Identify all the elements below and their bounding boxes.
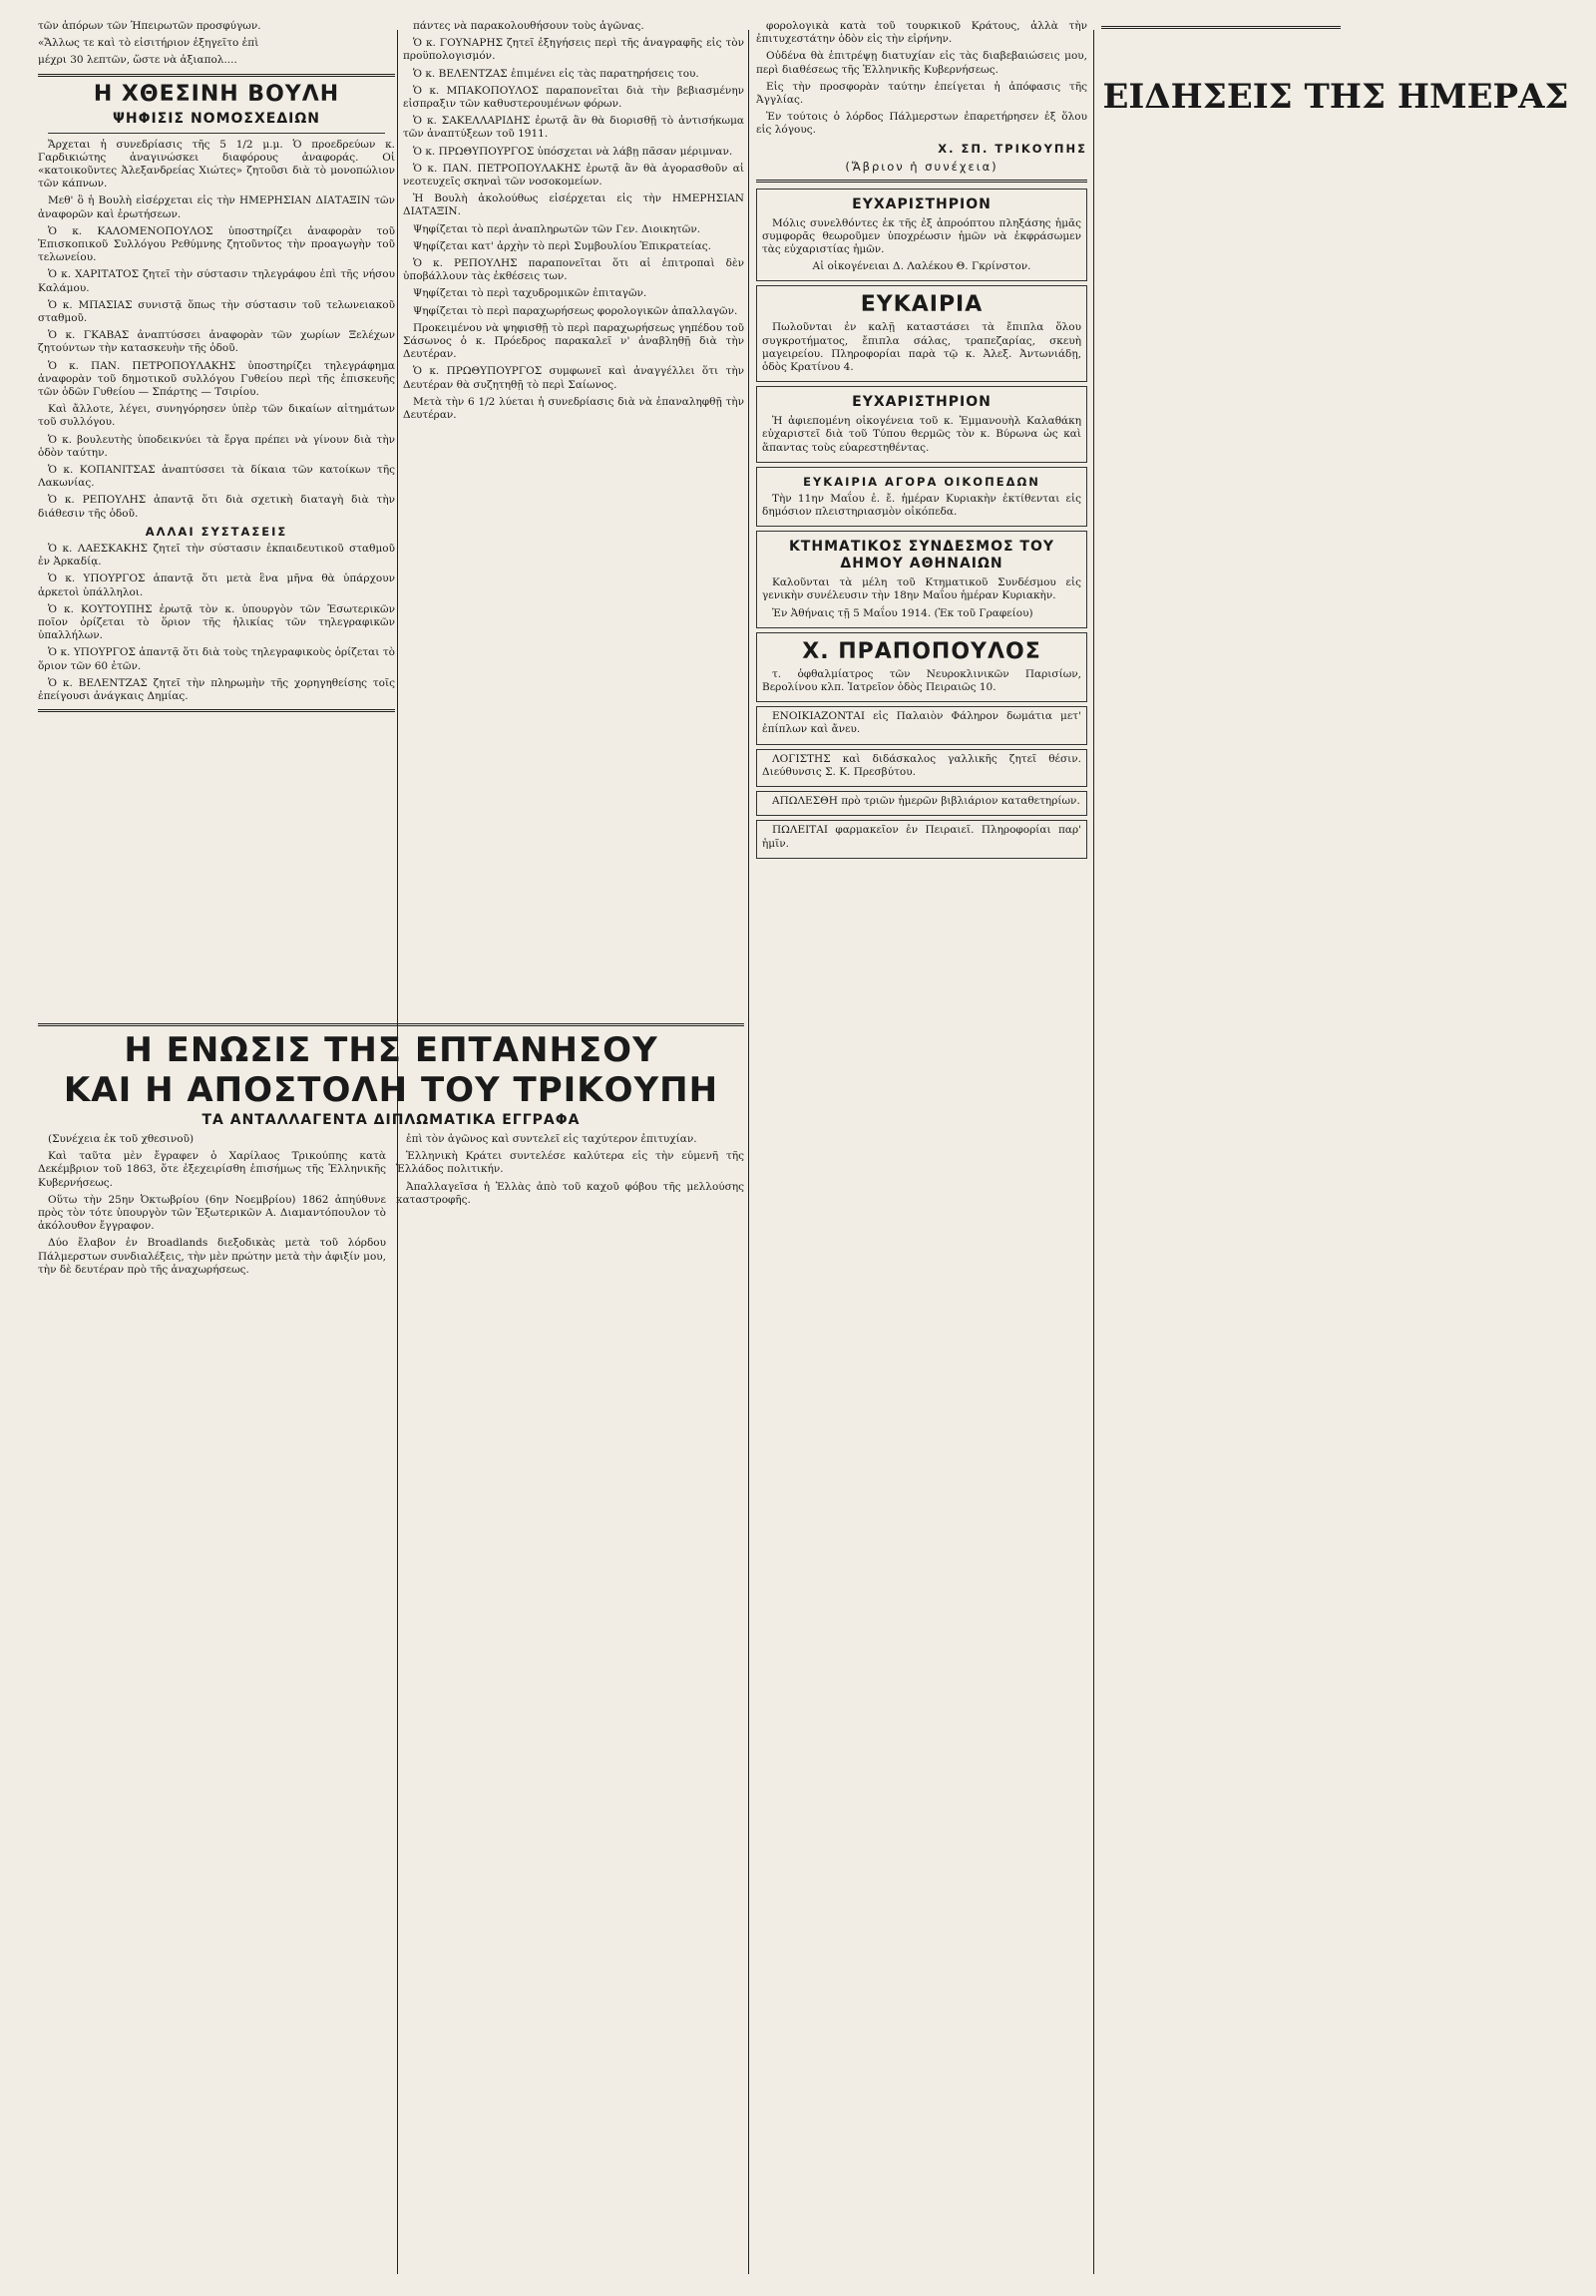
section-allai: ΑΛΛΑΙ ΣΥΣΤΑΣΕΙΣ xyxy=(145,524,288,539)
paragraph: Ὁ κ. ΓΟΥΝΑΡΗΣ ζητεῖ ἐξηγήσεις περὶ τῆς ἀναγραφῆς εἰς τὸν προϋπολογισμόν. xyxy=(403,37,744,63)
paragraph: Ὁ κ. βουλευτὴς ὑποδεικνύει τὰ ἔργα πρέπει νὰ γίνουν διὰ τὴν ὁδὸν ταύτην. xyxy=(38,433,395,459)
top-strip xyxy=(38,20,395,68)
ad-title: ΕΥΧΑΡΙΣΤΗΡΙΟΝ xyxy=(852,195,992,212)
column-3 xyxy=(756,20,1087,2284)
masthead: ΕΙΔΗΣΕΙΣ ΤΗΣ ΗΜΕΡΑΣ xyxy=(1102,77,1569,117)
paragraph: Ὁ κ. ΚΑΛΟΜΕΝΟΠΟΥΛΟΣ ὑποστηρίζει ἀναφορὰν τοῦ Ἐπισκοπικοῦ Συλλόγου Ρεθύμνης ζητοῦντος τὴν προαγωγὴν τοῦ τελωνείου. xyxy=(38,224,395,264)
paragraph: Ὁ κ. ΣΑΚΕΛΛΑΡΙΔΗΣ ἐρωτᾷ ἂν θὰ διορισθῇ τὸ ἀντισήκωμα τῶν ἀναπτύξεων τοῦ 1911. xyxy=(403,115,744,141)
column-rule xyxy=(748,30,749,2274)
news-block xyxy=(1101,20,1341,35)
news-section xyxy=(1101,77,1570,117)
paragraph: Ὁ κ. ΥΠΟΥΡΓΟΣ ἀπαντᾷ ὅτι διὰ τοὺς τηλεγραφικοὺς ὁρίζεται τὸ ὅριον τῶν 60 ἐτῶν. xyxy=(38,646,395,672)
ad-body: τ. ὀφθαλμίατρος τῶν Νευροκλινικῶν Παρισίων, Βερολίνου κλπ. Ἰατρεῖον ὁδὸς Πειραιῶς 10. xyxy=(762,667,1081,694)
paragraph: Ὁ κ. ΡΕΠΟΥΛΗΣ ἀπαντᾷ ὅτι διὰ σχετικὴ διαταγὴ διὰ τὴν διάθεσιν τῆς ὁδοῦ. xyxy=(38,494,395,520)
ad-body: Ἡ ἀφιεπομένη οἰκογένεια τοῦ κ. Ἐμμανουὴλ Καλαθάκη εὐχαριστεῖ διὰ τοῦ Τύπου θερμῶς τὸν κ. Βύρωνα ὡς καὶ ἅπαντας τοὺς εὐαρεστηθέντας. xyxy=(762,415,1081,454)
paragraph: Ὁ κ. ΚΟΥΤΟΥΠΗΣ ἐρωτᾷ τὸν κ. ὑπουργὸν τῶν Ἐσωτερικῶν ποῖον ὁρίζεται τὸ ὅριον τῆς ἡλικίας τῶν τηλεγραφικῶν ὑπαλλήλων. xyxy=(38,602,395,642)
subhead-engrafa: ΤΑ ΑΝΤΑΛΛΑΓΕΝΤΑ ΔΙΠΛΩΜΑΤΙΚΑ ΕΓΓΡΑΦΑ xyxy=(201,1112,581,1128)
paragraph: Ὁ κ. ΜΠΑΚΟΠΟΥΛΟΣ παραπονεῖται διὰ τὴν βεβιασμένην εἰσπραξιν τῶν καθυστερουμένων φόρων. xyxy=(403,84,744,111)
enosis-columns xyxy=(38,1133,744,1281)
enosis-col-b xyxy=(396,1133,744,1281)
headline-vouli: Η ΧΘΕΣΙΝΗ ΒΟΥΛΗ xyxy=(93,81,340,107)
ad-eucharistirion-2 xyxy=(756,386,1087,463)
paragraph: Ἡ Βουλὴ ἀκολούθως εἰσέρχεται εἰς τὴν ΗΜΕΡΗΣΙΑΝ ΔΙΑΤΑΞΙΝ. xyxy=(403,192,744,218)
enosis-col-a xyxy=(38,1133,386,1281)
paragraph: Ψηφίζεται κατ' ἀρχὴν τὸ περὶ Συμβουλίου Ἐπικρατείας. xyxy=(413,239,711,252)
paragraph: φορολογικὰ κατὰ τοῦ τουρκικοῦ Κράτους, ἀλλὰ τὴν ἐπιτυχεστάτην ὁδὸν εἰς τὴν εἰρήνην. xyxy=(756,20,1087,46)
article-allai xyxy=(38,543,395,703)
strip-line: μέχρι 30 λεπτῶν, ὥστε νὰ ἀξιαπολ.... xyxy=(38,54,237,67)
ad-body: Τὴν 11ην Μαΐου ἐ. ἔ. ἡμέραν Κυριακὴν ἐκτίθενται εἰς δημόσιον πλειστηριασμὸν οἰκόπεδα. xyxy=(762,492,1081,519)
paragraph: πάντες νὰ παρακολουθήσουν τοὺς ἀγῶνας. xyxy=(413,20,644,32)
ad-body: Πωλοῦνται ἐν καλῇ καταστάσει τὰ ἔπιπλα ὅλου συγκροτήματος, ἔπιπλα σάλας, τραπεζαρίας, σκευὴ μαγειρείου. Πληροφορίαι παρὰ τῷ κ. Ἀλεξ. Ἀντωνιάδῃ, ὁδὸς Κρατίνου 4. xyxy=(762,321,1081,374)
ad-sign: Ἐν Ἀθήναις τῇ 5 Μαΐου 1914. (Ἐκ τοῦ Γραφείου) xyxy=(772,606,1033,619)
paragraph: Ἄρχεται ἡ συνεδρίασις τῆς 5 1/2 μ.μ. Ὁ προεδρεύων κ. Γαρδικιώτης ἀναγινώσκει διαφόρους ἀναφοράς. Οἱ «κατοικοῦντες Ἀλεξανδρείας Χιώτες» ζητοῦσι διὰ τὸ μονοπώλιον τῶν κάπνων. xyxy=(38,138,395,191)
paragraph: Ψηφίζεται τὸ περὶ παραχωρήσεως φορολογικῶν ἀπαλλαγῶν. xyxy=(413,304,738,317)
ad-body: ΑΠΩΛΕΣΘΗ πρὸ τριῶν ἡμερῶν βιβλιάριον καταθετηρίων. xyxy=(772,795,1080,808)
strip-line: τῶν ἀπόρων τῶν Ἠπειρωτῶν προσφύγων. xyxy=(38,20,261,32)
paragraph: Μετὰ τὴν 6 1/2 λύεται ἡ συνεδρίασις διὰ νὰ ἐπαναληφθῇ τὴν Δευτέραν. xyxy=(403,395,744,422)
ad-enoikiazontai xyxy=(756,706,1087,744)
paragraph: Δύο ἔλαβον ἐν Broadlands διεξοδικὰς μετὰ τοῦ λόρδου Πάλμερστων συνδιαλέξεις, τὴν μὲν πρώτην μετὰ τὴν ἀφιξίν μου, τὴν δὲ δευτέραν πρὸ τῆς ἀναχωρήσεως. xyxy=(38,1237,386,1276)
paragraph: Ὁ κ. ΠΡΩΘΥΠΟΥΡΓΟΣ συμφωνεῖ καὶ ἀναγγέλλει ὅτι τὴν Δευτέραν θὰ συζητηθῇ τὸ περὶ Σαίωνος. xyxy=(403,365,744,391)
ad-apolesthi xyxy=(756,791,1087,816)
article-vouli-cont xyxy=(403,20,744,422)
continuation-note: (Συνέχεια ἐκ τοῦ χθεσινοῦ) xyxy=(48,1133,195,1145)
paragraph: Ὁ κ. ΥΠΟΥΡΓΟΣ ἀπαντᾷ ὅτι μετὰ ἓνα μῆνα θὰ ὑπάρχουν ἀρκετοὶ ὑπάλληλοι. xyxy=(38,573,395,598)
paragraph: Οὐδένα θὰ ἐπιτρέψῃ διατυχίαν εἰς τὰς διαβεβαιώσεις μου, περὶ διαθέσεως τῆς Ἑλληνικῆς Κυβερνήσεως. xyxy=(756,50,1087,76)
ad-title: ΕΥΚΑΙΡΙΑ xyxy=(860,292,984,318)
paragraph: Καὶ ἄλλοτε, λέγει, συνηγόρησεν ὑπὲρ τῶν δικαίων αἰτημάτων τοῦ συλλόγου. xyxy=(38,403,395,429)
signature: Χ. ΣΠ. ΤΡΙΚΟΥΠΗΣ xyxy=(938,141,1087,156)
ad-title: ΕΥΧΑΡΙΣΤΗΡΙΟΝ xyxy=(852,394,992,411)
paragraph: Ἀπαλλαγεῖσα ἡ Ἑλλὰς ἀπὸ τοῦ καχοῦ φόβου τῆς μελλούσης καταστροφῆς. xyxy=(396,1180,744,1206)
paragraph: Ὁ κ. ΠΑΝ. ΠΕΤΡΟΠΟΥΛΑΚΗΣ ἐρωτᾷ ἂν θὰ ἀγορασθοῦν αἱ νεοτευχεῖς σκηναὶ τῶν νοσοκομείων. xyxy=(403,162,744,189)
paragraph: Οὕτω τὴν 25ην Ὀκτωβρίου (6ην Νοεμβρίου) 1862 ἀπηύθυνε πρὸς τὸν τότε ὑπουργὸν τῶν Ἐξωτερικῶν Α. Διαμαντόπουλον τὸ ἀκόλουθον ἔγγραφον. xyxy=(38,1193,386,1233)
ad-sign: Αἱ οἰκογένειαι Δ. Λαλέκου Θ. Γκρίνστον. xyxy=(812,260,1031,273)
paragraph: Ψηφίζεται τὸ περὶ ἀναπληρωτῶν τῶν Γεν. Διοικητῶν. xyxy=(413,222,701,235)
ad-title: ΕΥΚΑΙΡΙΑ ΑΓΟΡΑ ΟΙΚΟΠΕΔΩΝ xyxy=(803,474,1040,489)
paragraph: Εἰς τὴν προσφορὰν ταύτην ἐπείγεται ἡ ἀπόφασις τῆς Ἀγγλίας. xyxy=(756,80,1087,107)
paragraph: Ὁ κ. ΒΕΛΕΝΤΖΑΣ ζητεῖ τὴν πληρωμὴν τῆς χορηγηθείσης τοῖς ἐπείγουσι ἀνάγκαις Δημίας. xyxy=(38,676,395,702)
subhead-vouli: ΨΗΦΙΣΙΣ ΝΟΜΟΣΧΕΔΙΩΝ xyxy=(113,110,320,127)
strip-line: «Ἄλλως τε καὶ τὸ εἰσιτήριον ἐξηγεῖτο ἐπὶ xyxy=(38,37,259,50)
article-vouli xyxy=(38,139,395,521)
paragraph: Ὁ κ. ΓΚΑΒΑΣ ἀναπτύσσει ἀναφορὰν τῶν χωρίων Ξελέχων ζητούντων τὴν κατασκευὴν τῆς ὁδοῦ. xyxy=(38,329,395,355)
paragraph: Ὁ κ. ΡΕΠΟΥΛΗΣ παραπονεῖται ὅτι αἱ ἐπιτροπαὶ δὲν ὑποβάλλουν τὰς ἐκθέσεις των. xyxy=(403,257,744,283)
ad-logistis xyxy=(756,749,1087,787)
ad-eukairia xyxy=(756,285,1087,382)
paragraph: Ὁ κ. ΜΠΑΣΙΑΣ συνιστᾷ ὅπως τὴν σύστασιν τοῦ τελωνειακοῦ σταθμοῦ. xyxy=(38,298,395,325)
ad-poleitai xyxy=(756,820,1087,858)
ad-body: ΛΟΓΙΣΤΗΣ καὶ διδάσκαλος γαλλικῆς ζητεῖ θέσιν. Διεύθυνσις Σ. Κ. Πρεσβύτου. xyxy=(762,752,1081,778)
ad-title: Χ. ΠΡΑΠΟΠΟΥΛΟΣ xyxy=(802,638,1041,664)
ad-body: ΕΝΟΙΚΙΑΖΟΝΤΑΙ εἰς Παλαιὸν Φάληρον δωμάτια μετ' ἐπίπλων καὶ ἄνευ. xyxy=(762,710,1081,736)
column-rule xyxy=(1093,30,1094,2274)
paragraph: Ὁ κ. ΚΟΠΑΝΙΤΣΑΣ ἀναπτύσσει τὰ δίκαια τῶν κατοίκων τῆς Λακωνίας. xyxy=(38,464,395,490)
signature-note: (Ἄβριον ἡ συνέχεια) xyxy=(845,159,998,174)
ad-oikopeda xyxy=(756,467,1087,527)
paragraph: Ἑλληνικὴ Κράτει συντελέσε καλύτερα εἰς τὴν εὐμενῆ τῆς Ἑλλάδος πολιτικήν. xyxy=(396,1150,744,1176)
paragraph: Προκειμένου νὰ ψηφισθῇ τὸ περὶ παραχωρήσεως γηπέδου τοῦ Σάσωνος ὁ κ. Πρόεδρος παρακαλεῖ ν' ἀναβληθῇ διὰ τὴν Δευτέραν. xyxy=(403,321,744,361)
ad-ktimatikos xyxy=(756,531,1087,628)
paragraph: Καὶ ταῦτα μὲν ἔγραφεν ὁ Χαρίλαος Τρικούπης κατὰ Δεκέμβριον τοῦ 1863, ὅτε ἐξεχειρίσθη ἐπισήμως τῆς Ἑλληνικῆς Κυβερνήσεως. xyxy=(38,1150,386,1189)
paragraph: Ὁ κ. ΧΑΡΙΤΑΤΟΣ ζητεῖ τὴν σύστασιν τηλεγράφου ἐπὶ τῆς νήσου Καλάμου. xyxy=(38,268,395,294)
enosis-block xyxy=(38,1017,744,1281)
newspaper-page xyxy=(20,20,1576,2284)
paragraph: Ψηφίζεται τὸ περὶ ταχυδρομικῶν ἐπιταγῶν. xyxy=(413,287,647,300)
headline-enosis: Η ΕΝΩΣΙΣ ΤΗΣ ΕΠΤΑΝΗΣΟΥ xyxy=(124,1030,658,1070)
paragraph: Ὁ κ. ΠΑΝ. ΠΕΤΡΟΠΟΥΛΑΚΗΣ ὑποστηρίζει τηλεγράφημα ἀναφορὰν τοῦ δημοτικοῦ συλλόγου Γυθείου περὶ τῆς ἐπισκευῆς τῶν ὁδῶν Γυθείου — Σπάρτης — Τσιρίου. xyxy=(38,359,395,399)
ad-eucharistirion xyxy=(756,189,1087,282)
paragraph: Ὁ κ. ΠΡΩΘΥΠΟΥΡΓΟΣ ὑπόσχεται νὰ λάβῃ πᾶσαν μέριμναν. xyxy=(413,145,733,158)
paragraph: ἐπὶ τὸν ἀγῶνος καὶ συντελεῖ εἰς ταχύτερον ἐπιτυχίαν. xyxy=(406,1133,697,1145)
ad-prapopoulos xyxy=(756,632,1087,702)
paragraph: Ἐν τούτοις ὁ λόρδος Πάλμερστων ἐπαρετήρησεν ἐξ ὅλου εἰς λόγους. xyxy=(756,111,1087,137)
paragraph: Ὁ κ. ΒΕΛΕΝΤΖΑΣ ἐπιμένει εἰς τὰς παρατηρήσεις του. xyxy=(413,67,699,80)
ad-body: Καλοῦνται τὰ μέλη τοῦ Κτηματικοῦ Συνδέσμου εἰς γενικὴν συνέλευσιν τὴν 18ην Μαΐου ἡμέραν Κυριακὴν. xyxy=(762,576,1081,602)
headline-trikoupi: ΚΑΙ Η ΑΠΟΣΤΟΛΗ ΤΟΥ ΤΡΙΚΟΥΠΗ xyxy=(63,1070,719,1110)
paragraph: Ὁ κ. ΛΑΕΣΚΑΚΗΣ ζητεῖ τὴν σύστασιν ἐκπαιδευτικοῦ σταθμοῦ ἐν Ἀρκαδίᾳ. xyxy=(38,542,395,569)
ad-body: Μόλις συνελθόντες ἐκ τῆς ἐξ ἀπροόπτου πληξάσης ἡμᾶς συμφορᾶς θεωροῦμεν ὑποχρέωσιν ἡμῶν νὰ ἐκφράσωμεν τὰς εὐχαριστίας ἡμῶν. xyxy=(762,216,1081,256)
ad-title: ΚΤΗΜΑΤΙΚΟΣ ΣΥΝΔΕΣΜΟΣ ΤΟΥ ΔΗΜΟΥ ΑΘΗΝΑΙΩΝ xyxy=(788,539,1055,573)
paragraph: Μεθ' ὃ ἡ Βουλὴ εἰσέρχεται εἰς τὴν ΗΜΕΡΗΣΙΑΝ ΔΙΑΤΑΞΙΝ τῶν ἀναφορῶν καὶ ἐρωτήσεων. xyxy=(38,194,395,220)
ad-body: ΠΩΛΕΙΤΑΙ φαρμακεῖον ἐν Πειραιεῖ. Πληροφορίαι παρ' ἡμῖν. xyxy=(762,824,1081,850)
